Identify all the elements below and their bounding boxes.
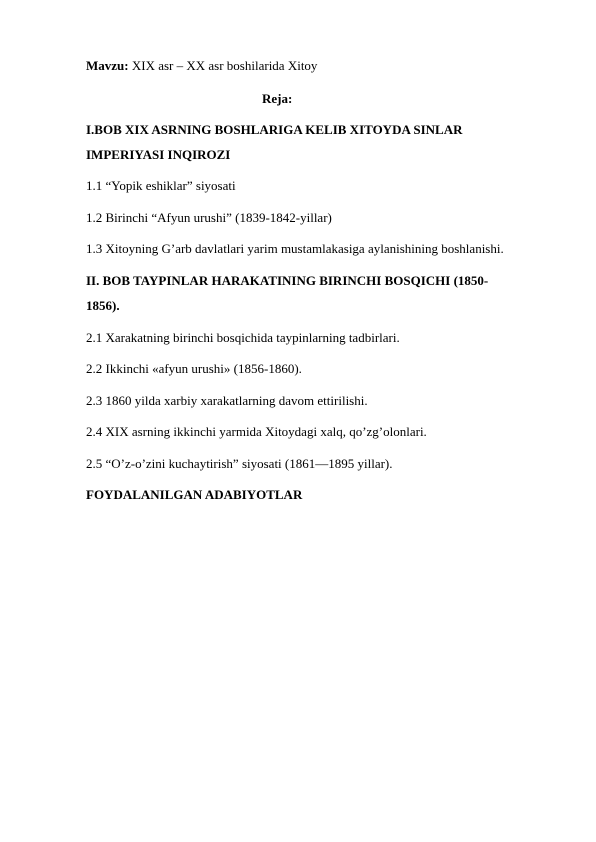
toc-item-2-4: 2.4 XIX asrning ikkinchi yarmida Xitoydagi xalq, qo’zg’olonlari. xyxy=(86,424,427,439)
subject-text: XIX asr – XX asr boshilarida Xitoy xyxy=(128,58,318,73)
toc-item-2-2: 2.2 Ikkinchi «afyun urushi» (1856-1860). xyxy=(86,361,302,376)
chapter-2-title-line-2: 1856). xyxy=(86,298,120,313)
toc-item-1-3: 1.3 Xitoyning G’arb davlatlari yarim mustamlakasiga aylanishining boshlanishi. xyxy=(86,241,504,256)
chapter-2-title-line-1: II. BOB TAYPINLAR HARAKATINING BIRINCHI BOSQICHI (1850- xyxy=(86,273,489,288)
references-heading: FOYDALANILGAN ADABIYOTLAR xyxy=(86,487,303,502)
toc-item-1-2: 1.2 Birinchi “Afyun urushi” (1839-1842-yillar) xyxy=(86,210,332,225)
toc-item-2-5: 2.5 “O’z-o’zini kuchaytirish” siyosati (1861—1895 yillar). xyxy=(86,456,393,471)
plan-heading: Reja: xyxy=(262,91,293,106)
toc-item-2-1: 2.1 Xarakatning birinchi bosqichida taypinlarning tadbirlari. xyxy=(86,330,400,345)
toc-item-2-3: 2.3 1860 yilda xarbiy xarakatlarning davom ettirilishi. xyxy=(86,393,368,408)
chapter-1-title-line-1: I.BOB XIX ASRNING BOSHLARIGA KELIB XITOYDA SINLAR xyxy=(86,122,463,137)
subject-label: Mavzu: xyxy=(86,58,129,73)
toc-item-1-1: 1.1 “Yopik eshiklar” siyosati xyxy=(86,178,236,193)
chapter-1-title-line-2: IMPERIYASI INQIROZI xyxy=(86,147,231,162)
subject-line xyxy=(86,58,317,74)
